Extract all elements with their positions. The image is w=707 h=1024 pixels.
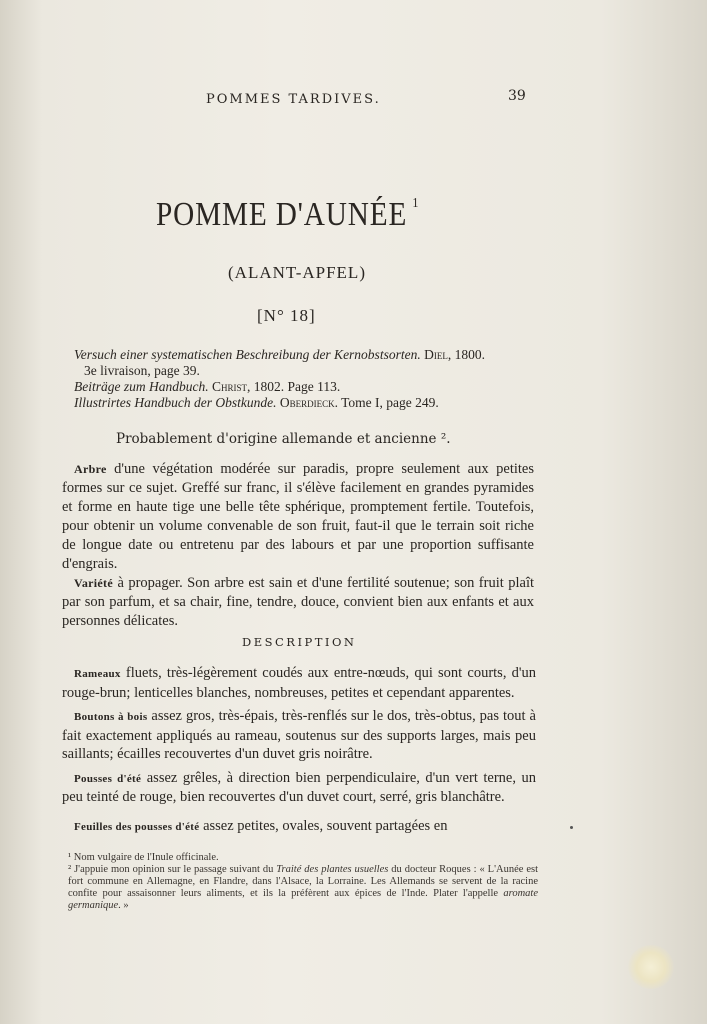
footnote-2: ² J'appuie mon opinion sur le passage suivant du Traité des plantes usuelles du docteur Roques : « L'Aunée est fort commune en Allemagne, en Flandre, dans l'Alsace, la Lorraine. Les Allemands se servent de la racine confite pour assaisonner leurs aliments, et ils la préfèrent aux épices de l'Inde. Plater l'appelle aromate germanique. » bbox=[68, 864, 538, 911]
ink-dot bbox=[570, 826, 573, 829]
bibliography-references bbox=[74, 347, 549, 411]
title-footnote-mark: 1 bbox=[412, 196, 420, 211]
paragraph-variete: Variété à propager. Son arbre est sain et d'une fertilité soutenue; son fruit plaît par son parfum, et sa chair, fine, tendre, douce, convient bien aux enfants et aux personnes délicates. bbox=[62, 575, 534, 629]
subtitle: (ALANT-APFEL) bbox=[228, 263, 366, 282]
paper-stain bbox=[628, 945, 674, 989]
reference-item: Illustrirtes Handbuch der Obstkunde. Oberdieck. Tome I, page 249. bbox=[74, 395, 439, 410]
reference-item: Versuch einer systematischen Beschreibung der Kernobstsorten. Diel, 1800. bbox=[74, 347, 485, 362]
paragraph-rameaux: Rameaux fluets, très-légèrement coudés aux entre-nœuds, qui sont courts, d'un rouge-brun; lenticelles blanches, nombreuses, petites et cependant apparentes. bbox=[62, 665, 536, 701]
reference-item: Beiträge zum Handbuch. Christ, 1802. Page 113. bbox=[74, 379, 341, 394]
page-title bbox=[156, 196, 419, 234]
paragraph-arbre: Arbre d'une végétation modérée sur paradis, propre seulement aux petites formes sur ce sujet. Greffé sur franc, il s'élève facilement en grandes pyramides et forme en haute tige une belle tête sphérique, promptement fertile. Toutefois, pour obtenir un volume convenable de son fruit, faut-il que le terrain soit riche de longue date ou entretenu par des labours et par une proportion suffisante d'engrais. bbox=[62, 461, 534, 572]
reference-item: 3e livraison, page 39. bbox=[84, 363, 200, 378]
paragraph-boutons: Boutons à bois assez gros, très-épais, très-renflés sur le dos, très-obtus, pas tout à fait exactement appliqués au rameau, soutenus sur des supports larges, mais peu saillants; écailles recouvertes d'un duvet gris noirâtre. bbox=[62, 708, 536, 762]
main-text bbox=[62, 460, 534, 631]
section-heading: DESCRIPTION bbox=[242, 635, 357, 649]
paragraph-feuilles: Feuilles des pousses d'été assez petites, ovales, souvent partagées en bbox=[74, 817, 448, 834]
origin-note: Probablement d'origine allemande et ancienne ². bbox=[116, 431, 451, 447]
paragraph-pousses: Pousses d'été assez grêles, à direction bien perpendiculaire, d'un vert terne, un peu teinté de rouge, bien recouvertes d'un duvet court, serré, gris blanchâtre. bbox=[62, 769, 536, 805]
variety-number: [N° 18] bbox=[257, 306, 316, 325]
footnote-1: ¹ Nom vulgaire de l'Inule officinale. bbox=[68, 852, 219, 863]
footnotes bbox=[68, 852, 538, 912]
description-text bbox=[62, 664, 536, 841]
page-number: 39 bbox=[508, 88, 526, 104]
running-head: POMMES TARDIVES. bbox=[206, 92, 381, 107]
title-text: POMME D'AUNÉE bbox=[156, 196, 408, 233]
